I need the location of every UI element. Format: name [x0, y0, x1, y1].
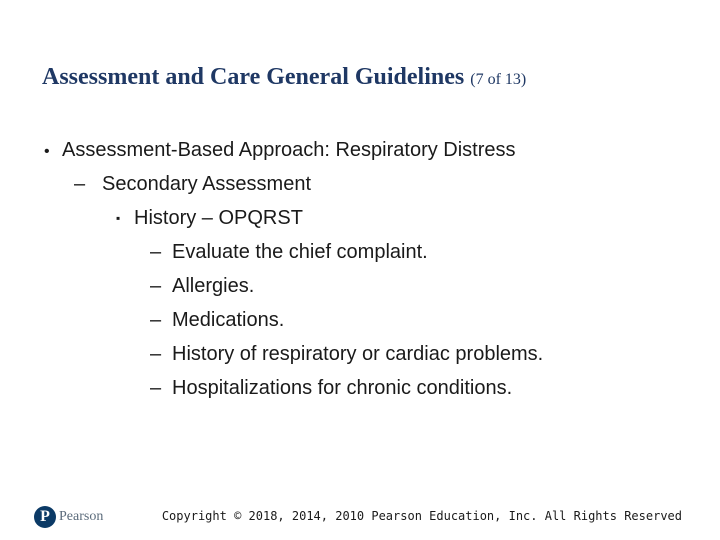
list-item-text: Hospitalizations for chronic conditions.: [172, 377, 513, 399]
bullet-level3: [116, 206, 303, 230]
list-item-text: History of respiratory or cardiac problems.: [172, 343, 544, 365]
list-item: [150, 274, 254, 298]
list-item-text: Allergies.: [172, 275, 255, 297]
slide-title-counter: (7 of 13): [470, 71, 527, 88]
slide-title: [42, 64, 702, 91]
dash-icon: –: [150, 309, 162, 331]
bullet-level2: [74, 172, 311, 196]
slide-title-text: Assessment and Care General Guidelines: [42, 64, 465, 90]
pearson-logo-text: Pearson: [59, 509, 104, 524]
list-item-text: Evaluate the chief complaint.: [172, 241, 428, 263]
dash-icon: –: [74, 173, 86, 195]
bullet-level2-text: Secondary Assessment: [102, 173, 311, 195]
bullet-level3-text: History – OPQRST: [134, 207, 303, 229]
bullet-level1-text: Assessment-Based Approach: Respiratory Distress: [62, 139, 516, 161]
dash-icon: –: [150, 275, 162, 297]
copyright-notice: Copyright © 2018, 2014, 2010 Pearson Education, Inc. All Rights Reserved: [161, 509, 682, 523]
list-item: [150, 376, 512, 400]
pearson-logo-icon: P: [34, 506, 56, 528]
list-item: [150, 308, 284, 332]
dash-icon: –: [150, 377, 162, 399]
square-bullet-icon: ▪: [116, 211, 121, 225]
bullet-dot-icon: •: [44, 143, 50, 160]
bullet-level1: [44, 138, 516, 164]
pearson-logo: [34, 505, 103, 529]
list-item: [150, 240, 428, 264]
list-item-text: Medications.: [172, 309, 285, 331]
list-item: [150, 342, 543, 366]
dash-icon: –: [150, 241, 162, 263]
dash-icon: –: [150, 343, 162, 365]
